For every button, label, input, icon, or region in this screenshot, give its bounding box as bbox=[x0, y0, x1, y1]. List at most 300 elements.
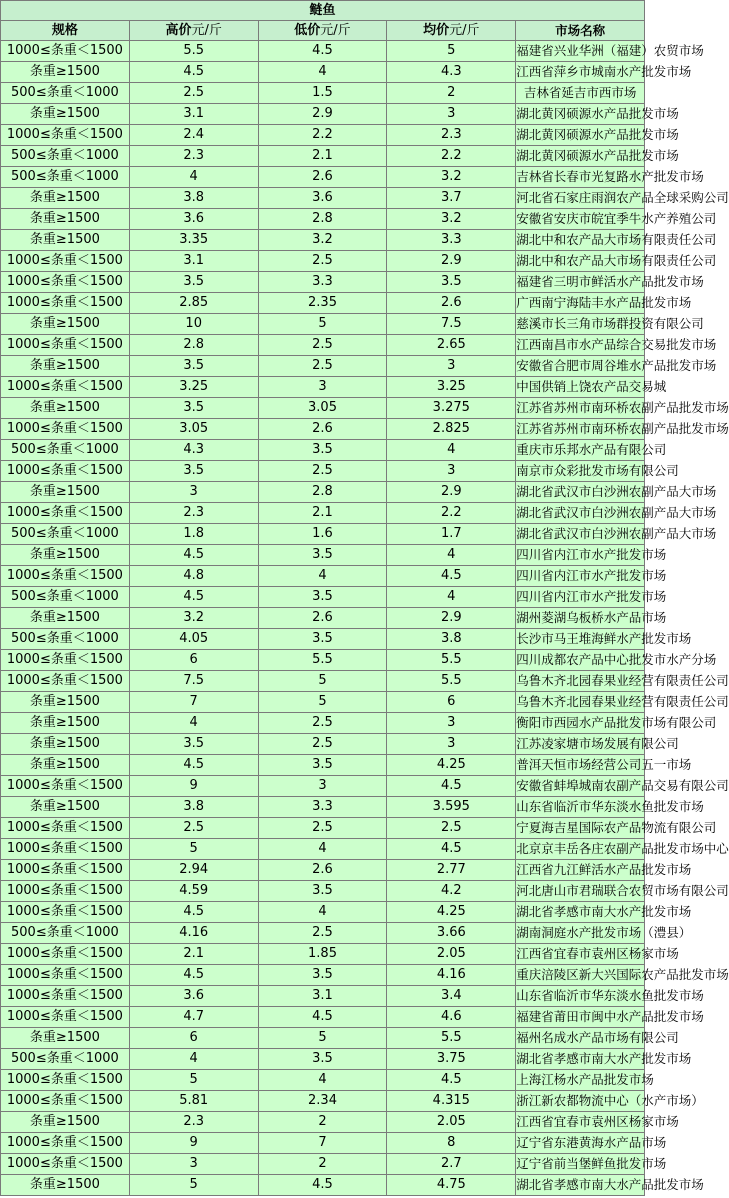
cell-spec: 500≤条重＜1000 bbox=[1, 146, 130, 167]
cell-low-price: 4.5 bbox=[258, 41, 387, 62]
cell-spec: 1000≤条重＜1500 bbox=[1, 986, 130, 1007]
table-row bbox=[1, 1112, 645, 1133]
cell-spec: 1000≤条重＜1500 bbox=[1, 1091, 130, 1112]
cell-market: 湖北省武汉市白沙洲农副产品大市场 bbox=[516, 524, 645, 545]
table-row bbox=[1, 188, 645, 209]
cell-high-price: 3.5 bbox=[129, 272, 258, 293]
cell-market: 湖北中和农产品大市场有限责任公司 bbox=[516, 230, 645, 251]
cell-high-price: 5 bbox=[129, 839, 258, 860]
table-row bbox=[1, 776, 645, 797]
cell-spec: 500≤条重＜1000 bbox=[1, 1049, 130, 1070]
cell-high-price: 2.4 bbox=[129, 125, 258, 146]
cell-high-price: 7 bbox=[129, 692, 258, 713]
cell-spec: 1000≤条重＜1500 bbox=[1, 293, 130, 314]
cell-low-price: 3.1 bbox=[258, 986, 387, 1007]
cell-avg-price: 2.3 bbox=[387, 125, 516, 146]
cell-low-price: 3.6 bbox=[258, 188, 387, 209]
header-low bbox=[258, 21, 387, 41]
cell-market: 广西南宁海陆丰水产品批发市场 bbox=[516, 293, 645, 314]
cell-avg-price: 2.5 bbox=[387, 818, 516, 839]
cell-high-price: 10 bbox=[129, 314, 258, 335]
cell-avg-price: 2.9 bbox=[387, 251, 516, 272]
cell-low-price: 2.8 bbox=[258, 482, 387, 503]
cell-market: 衡阳市西园水产品批发市场有限公司 bbox=[516, 713, 645, 734]
cell-high-price: 3 bbox=[129, 1154, 258, 1175]
header-high bbox=[129, 21, 258, 41]
cell-high-price: 1.8 bbox=[129, 524, 258, 545]
cell-low-price: 1.6 bbox=[258, 524, 387, 545]
table-row bbox=[1, 1049, 645, 1070]
cell-market: 乌鲁木齐北园春果业经营有限责任公司 bbox=[516, 671, 645, 692]
cell-high-price: 3.1 bbox=[129, 104, 258, 125]
cell-avg-price: 3 bbox=[387, 461, 516, 482]
cell-spec: 500≤条重＜1000 bbox=[1, 167, 130, 188]
cell-spec: 500≤条重＜1000 bbox=[1, 83, 130, 104]
header-low-label: 低价 bbox=[294, 23, 321, 38]
cell-market: 四川成都农产品中心批发市水产分场 bbox=[516, 650, 645, 671]
cell-market: 湖北黄冈硕源水产品批发市场 bbox=[516, 104, 645, 125]
table-row bbox=[1, 524, 645, 545]
cell-low-price: 4 bbox=[258, 839, 387, 860]
header-avg-unit: 元/斤 bbox=[449, 23, 480, 38]
table-row bbox=[1, 314, 645, 335]
cell-avg-price: 2.05 bbox=[387, 944, 516, 965]
cell-high-price: 3.05 bbox=[129, 419, 258, 440]
cell-high-price: 3.8 bbox=[129, 188, 258, 209]
cell-low-price: 4.5 bbox=[258, 1175, 387, 1196]
cell-avg-price: 5 bbox=[387, 41, 516, 62]
cell-low-price: 7 bbox=[258, 1133, 387, 1154]
cell-high-price: 4.5 bbox=[129, 587, 258, 608]
cell-spec: 1000≤条重＜1500 bbox=[1, 1007, 130, 1028]
cell-low-price: 2.6 bbox=[258, 860, 387, 881]
cell-low-price: 3.2 bbox=[258, 230, 387, 251]
cell-market: 四川省内江市水产批发市场 bbox=[516, 587, 645, 608]
table-row bbox=[1, 251, 645, 272]
table-row bbox=[1, 818, 645, 839]
cell-market: 南京市众彩批发市场有限公司 bbox=[516, 461, 645, 482]
cell-avg-price: 5.5 bbox=[387, 650, 516, 671]
table-row bbox=[1, 1007, 645, 1028]
cell-market: 江西南昌市水产品综合交易批发市场 bbox=[516, 335, 645, 356]
cell-high-price: 4.5 bbox=[129, 545, 258, 566]
cell-high-price: 4 bbox=[129, 167, 258, 188]
cell-market: 四川省内江市水产批发市场 bbox=[516, 566, 645, 587]
cell-market: 湖北省武汉市白沙洲农副产品大市场 bbox=[516, 503, 645, 524]
cell-avg-price: 3.25 bbox=[387, 377, 516, 398]
cell-high-price: 3.5 bbox=[129, 398, 258, 419]
table-row bbox=[1, 545, 645, 566]
cell-low-price: 2.35 bbox=[258, 293, 387, 314]
cell-low-price: 3.5 bbox=[258, 440, 387, 461]
cell-low-price: 2.1 bbox=[258, 146, 387, 167]
table-row bbox=[1, 692, 645, 713]
cell-spec: 1000≤条重＜1500 bbox=[1, 335, 130, 356]
cell-low-price: 4 bbox=[258, 1070, 387, 1091]
table-row bbox=[1, 902, 645, 923]
cell-low-price: 2.1 bbox=[258, 503, 387, 524]
cell-low-price: 2.8 bbox=[258, 209, 387, 230]
cell-market: 福建省兴业华洲（福建）农贸市场 bbox=[516, 41, 645, 62]
cell-market: 长沙市马王堆海鲜水产批发市场 bbox=[516, 629, 645, 650]
cell-spec: 条重≥1500 bbox=[1, 713, 130, 734]
header-market: 市场名称 bbox=[516, 21, 645, 41]
table-row bbox=[1, 944, 645, 965]
cell-avg-price: 3.275 bbox=[387, 398, 516, 419]
header-avg bbox=[387, 21, 516, 41]
cell-high-price: 4 bbox=[129, 1049, 258, 1070]
cell-high-price: 3.5 bbox=[129, 461, 258, 482]
cell-avg-price: 6 bbox=[387, 692, 516, 713]
cell-high-price: 6 bbox=[129, 650, 258, 671]
cell-avg-price: 4.2 bbox=[387, 881, 516, 902]
cell-avg-price: 4.3 bbox=[387, 62, 516, 83]
cell-market: 四川省内江市水产批发市场 bbox=[516, 545, 645, 566]
cell-spec: 1000≤条重＜1500 bbox=[1, 1133, 130, 1154]
cell-avg-price: 3.8 bbox=[387, 629, 516, 650]
cell-spec: 1000≤条重＜1500 bbox=[1, 818, 130, 839]
cell-spec: 条重≥1500 bbox=[1, 398, 130, 419]
cell-avg-price: 4.5 bbox=[387, 1070, 516, 1091]
cell-avg-price: 2.2 bbox=[387, 503, 516, 524]
cell-market: 乌鲁木齐北园春果业经营有限责任公司 bbox=[516, 692, 645, 713]
table-row bbox=[1, 377, 645, 398]
cell-avg-price: 4 bbox=[387, 440, 516, 461]
cell-market: 河北唐山市君瑞联合农贸市场有限公司 bbox=[516, 881, 645, 902]
cell-high-price: 3.6 bbox=[129, 209, 258, 230]
cell-high-price: 2.3 bbox=[129, 146, 258, 167]
cell-high-price: 9 bbox=[129, 776, 258, 797]
cell-low-price: 2.2 bbox=[258, 125, 387, 146]
cell-low-price: 4 bbox=[258, 566, 387, 587]
cell-spec: 500≤条重＜1000 bbox=[1, 923, 130, 944]
cell-market: 上海江杨水产品批发市场 bbox=[516, 1070, 645, 1091]
table-row bbox=[1, 398, 645, 419]
cell-market: 湖州菱湖乌板桥水产品市场 bbox=[516, 608, 645, 629]
cell-market: 吉林省延吉市西市场 bbox=[516, 83, 645, 104]
cell-low-price: 2.5 bbox=[258, 356, 387, 377]
cell-high-price: 3.1 bbox=[129, 251, 258, 272]
table-row bbox=[1, 335, 645, 356]
cell-spec: 1000≤条重＜1500 bbox=[1, 1070, 130, 1091]
table-row bbox=[1, 608, 645, 629]
cell-market: 宁夏海吉星国际农产品物流有限公司 bbox=[516, 818, 645, 839]
table-row bbox=[1, 272, 645, 293]
cell-market: 安徽省合肥市周谷堆水产品批发市场 bbox=[516, 356, 645, 377]
table-row bbox=[1, 734, 645, 755]
cell-high-price: 3.25 bbox=[129, 377, 258, 398]
table-row bbox=[1, 965, 645, 986]
cell-spec: 条重≥1500 bbox=[1, 230, 130, 251]
cell-spec: 1000≤条重＜1500 bbox=[1, 41, 130, 62]
cell-avg-price: 2.9 bbox=[387, 482, 516, 503]
cell-spec: 1000≤条重＜1500 bbox=[1, 902, 130, 923]
cell-low-price: 5 bbox=[258, 692, 387, 713]
table-row bbox=[1, 440, 645, 461]
cell-high-price: 2.3 bbox=[129, 503, 258, 524]
cell-high-price: 3.35 bbox=[129, 230, 258, 251]
cell-avg-price: 3 bbox=[387, 104, 516, 125]
cell-low-price: 5 bbox=[258, 314, 387, 335]
cell-high-price: 2.5 bbox=[129, 83, 258, 104]
table-row bbox=[1, 881, 645, 902]
cell-low-price: 3.3 bbox=[258, 272, 387, 293]
cell-high-price: 5 bbox=[129, 1070, 258, 1091]
cell-market: 江苏省苏州市南环桥农副产品批发市场 bbox=[516, 398, 645, 419]
cell-avg-price: 5.5 bbox=[387, 671, 516, 692]
cell-low-price: 3.5 bbox=[258, 545, 387, 566]
cell-market: 江西省萍乡市城南水产批发市场 bbox=[516, 62, 645, 83]
cell-spec: 条重≥1500 bbox=[1, 188, 130, 209]
cell-high-price: 5.81 bbox=[129, 1091, 258, 1112]
cell-spec: 条重≥1500 bbox=[1, 755, 130, 776]
table-row bbox=[1, 671, 645, 692]
cell-avg-price: 7.5 bbox=[387, 314, 516, 335]
table-row bbox=[1, 293, 645, 314]
cell-avg-price: 3.595 bbox=[387, 797, 516, 818]
table-row bbox=[1, 860, 645, 881]
cell-high-price: 4.5 bbox=[129, 62, 258, 83]
cell-spec: 条重≥1500 bbox=[1, 545, 130, 566]
cell-spec: 500≤条重＜1000 bbox=[1, 440, 130, 461]
cell-avg-price: 3 bbox=[387, 356, 516, 377]
cell-high-price: 4 bbox=[129, 713, 258, 734]
cell-avg-price: 3.3 bbox=[387, 230, 516, 251]
cell-avg-price: 1.7 bbox=[387, 524, 516, 545]
table-row bbox=[1, 923, 645, 944]
cell-avg-price: 3.5 bbox=[387, 272, 516, 293]
table-row bbox=[1, 986, 645, 1007]
cell-avg-price: 2.05 bbox=[387, 1112, 516, 1133]
cell-low-price: 4 bbox=[258, 902, 387, 923]
cell-avg-price: 2.9 bbox=[387, 608, 516, 629]
cell-avg-price: 4.5 bbox=[387, 566, 516, 587]
cell-low-price: 2.5 bbox=[258, 734, 387, 755]
header-high-unit: 元/斤 bbox=[191, 23, 222, 38]
cell-low-price: 3.5 bbox=[258, 755, 387, 776]
cell-market: 辽宁省东港黄海水产品市场 bbox=[516, 1133, 645, 1154]
cell-market: 江西省宜春市袁州区杨家市场 bbox=[516, 944, 645, 965]
cell-spec: 500≤条重＜1000 bbox=[1, 629, 130, 650]
cell-low-price: 2.6 bbox=[258, 419, 387, 440]
cell-spec: 条重≥1500 bbox=[1, 62, 130, 83]
cell-low-price: 3 bbox=[258, 776, 387, 797]
cell-high-price: 2.94 bbox=[129, 860, 258, 881]
cell-spec: 1000≤条重＜1500 bbox=[1, 377, 130, 398]
cell-low-price: 2 bbox=[258, 1154, 387, 1175]
cell-market: 河北省石家庄雨润农产品全球采购公司 bbox=[516, 188, 645, 209]
cell-low-price: 2.5 bbox=[258, 335, 387, 356]
cell-market: 湖北中和农产品大市场有限责任公司 bbox=[516, 251, 645, 272]
cell-market: 中国供销上饶农产品交易城 bbox=[516, 377, 645, 398]
cell-spec: 条重≥1500 bbox=[1, 692, 130, 713]
cell-market: 安徽省安庆市皖宜季牛水产养殖公司 bbox=[516, 209, 645, 230]
table-row bbox=[1, 1133, 645, 1154]
cell-low-price: 2.6 bbox=[258, 167, 387, 188]
cell-spec: 1000≤条重＜1500 bbox=[1, 860, 130, 881]
cell-market: 浙江新农都物流中心（水产市场） bbox=[516, 1091, 645, 1112]
cell-high-price: 7.5 bbox=[129, 671, 258, 692]
table-row bbox=[1, 629, 645, 650]
cell-low-price: 1.85 bbox=[258, 944, 387, 965]
cell-avg-price: 4 bbox=[387, 545, 516, 566]
cell-market: 江苏凌家塘市场发展有限公司 bbox=[516, 734, 645, 755]
cell-avg-price: 3.66 bbox=[387, 923, 516, 944]
cell-high-price: 2.8 bbox=[129, 335, 258, 356]
table-row bbox=[1, 230, 645, 251]
cell-spec: 条重≥1500 bbox=[1, 482, 130, 503]
cell-market: 福建省三明市鲜活水产品批发市场 bbox=[516, 272, 645, 293]
cell-avg-price: 4.5 bbox=[387, 776, 516, 797]
cell-avg-price: 3.2 bbox=[387, 167, 516, 188]
cell-low-price: 4 bbox=[258, 62, 387, 83]
cell-spec: 1000≤条重＜1500 bbox=[1, 881, 130, 902]
cell-market: 山东省临沂市华东淡水鱼批发市场 bbox=[516, 986, 645, 1007]
table-row bbox=[1, 755, 645, 776]
header-row bbox=[1, 21, 645, 41]
table-row bbox=[1, 104, 645, 125]
cell-low-price: 3.05 bbox=[258, 398, 387, 419]
table-row bbox=[1, 1028, 645, 1049]
cell-avg-price: 4.5 bbox=[387, 839, 516, 860]
cell-high-price: 3.6 bbox=[129, 986, 258, 1007]
table-row bbox=[1, 356, 645, 377]
cell-high-price: 4.5 bbox=[129, 755, 258, 776]
cell-high-price: 4.59 bbox=[129, 881, 258, 902]
cell-market: 湖北省孝感市南大水产批发市场 bbox=[516, 902, 645, 923]
cell-low-price: 3.5 bbox=[258, 1049, 387, 1070]
cell-avg-price: 4.16 bbox=[387, 965, 516, 986]
cell-low-price: 3.5 bbox=[258, 629, 387, 650]
header-high-label: 高价 bbox=[165, 23, 192, 38]
cell-low-price: 2.34 bbox=[258, 1091, 387, 1112]
cell-market: 辽宁省前当堡鲜鱼批发市场 bbox=[516, 1154, 645, 1175]
cell-high-price: 4.5 bbox=[129, 965, 258, 986]
cell-high-price: 3.8 bbox=[129, 797, 258, 818]
cell-high-price: 2.85 bbox=[129, 293, 258, 314]
cell-avg-price: 3.7 bbox=[387, 188, 516, 209]
table-row bbox=[1, 419, 645, 440]
table-row bbox=[1, 461, 645, 482]
cell-spec: 条重≥1500 bbox=[1, 356, 130, 377]
cell-avg-price: 4.6 bbox=[387, 1007, 516, 1028]
cell-low-price: 1.5 bbox=[258, 83, 387, 104]
cell-low-price: 3.5 bbox=[258, 965, 387, 986]
table-row bbox=[1, 482, 645, 503]
cell-avg-price: 4.25 bbox=[387, 902, 516, 923]
cell-avg-price: 5.5 bbox=[387, 1028, 516, 1049]
cell-market: 湖北省武汉市白沙洲农副产品大市场 bbox=[516, 482, 645, 503]
cell-spec: 条重≥1500 bbox=[1, 1175, 130, 1196]
cell-spec: 条重≥1500 bbox=[1, 1028, 130, 1049]
cell-market: 北京京丰岳各庄农副产品批发市场中心 bbox=[516, 839, 645, 860]
cell-avg-price: 3.4 bbox=[387, 986, 516, 1007]
cell-high-price: 2.1 bbox=[129, 944, 258, 965]
table-row bbox=[1, 503, 645, 524]
cell-market: 重庆市乐邦水产品有限公司 bbox=[516, 440, 645, 461]
table-row bbox=[1, 839, 645, 860]
cell-high-price: 2.3 bbox=[129, 1112, 258, 1133]
cell-avg-price: 4.25 bbox=[387, 755, 516, 776]
cell-high-price: 5 bbox=[129, 1175, 258, 1196]
cell-low-price: 3.5 bbox=[258, 881, 387, 902]
cell-spec: 1000≤条重＜1500 bbox=[1, 965, 130, 986]
cell-high-price: 5.5 bbox=[129, 41, 258, 62]
cell-low-price: 5.5 bbox=[258, 650, 387, 671]
cell-spec: 条重≥1500 bbox=[1, 104, 130, 125]
table-title: 鲢鱼 bbox=[1, 1, 645, 21]
cell-spec: 1000≤条重＜1500 bbox=[1, 1154, 130, 1175]
cell-spec: 500≤条重＜1000 bbox=[1, 524, 130, 545]
cell-low-price: 2.5 bbox=[258, 818, 387, 839]
cell-avg-price: 4.75 bbox=[387, 1175, 516, 1196]
header-low-unit: 元/斤 bbox=[320, 23, 351, 38]
table-row bbox=[1, 713, 645, 734]
cell-avg-price: 3 bbox=[387, 734, 516, 755]
table-row bbox=[1, 62, 645, 83]
cell-spec: 1000≤条重＜1500 bbox=[1, 461, 130, 482]
cell-spec: 条重≥1500 bbox=[1, 797, 130, 818]
cell-market: 山东省临沂市华东淡水鱼批发市场 bbox=[516, 797, 645, 818]
cell-spec: 1000≤条重＜1500 bbox=[1, 566, 130, 587]
cell-spec: 1000≤条重＜1500 bbox=[1, 839, 130, 860]
cell-low-price: 2.9 bbox=[258, 104, 387, 125]
cell-spec: 条重≥1500 bbox=[1, 209, 130, 230]
cell-low-price: 2.5 bbox=[258, 251, 387, 272]
cell-avg-price: 8 bbox=[387, 1133, 516, 1154]
cell-high-price: 4.5 bbox=[129, 902, 258, 923]
cell-market: 湖北省孝感市南大水产品批发市场 bbox=[516, 1175, 645, 1196]
cell-spec: 1000≤条重＜1500 bbox=[1, 776, 130, 797]
cell-market: 吉林省长春市光复路水产批发市场 bbox=[516, 167, 645, 188]
cell-market: 慈溪市长三角市场群投资有限公司 bbox=[516, 314, 645, 335]
cell-spec: 条重≥1500 bbox=[1, 314, 130, 335]
cell-low-price: 2 bbox=[258, 1112, 387, 1133]
cell-high-price: 4.3 bbox=[129, 440, 258, 461]
cell-avg-price: 3.2 bbox=[387, 209, 516, 230]
cell-spec: 1000≤条重＜1500 bbox=[1, 650, 130, 671]
cell-market: 福州名成水产品市场有限公司 bbox=[516, 1028, 645, 1049]
cell-market: 江西省九江鲜活水产品批发市场 bbox=[516, 860, 645, 881]
cell-market: 安徽省蚌埠城南农副产品交易有限公司 bbox=[516, 776, 645, 797]
table-row bbox=[1, 566, 645, 587]
cell-high-price: 4.16 bbox=[129, 923, 258, 944]
cell-avg-price: 2.6 bbox=[387, 293, 516, 314]
cell-market: 湖北黄冈硕源水产品批发市场 bbox=[516, 125, 645, 146]
cell-low-price: 3 bbox=[258, 377, 387, 398]
table-row bbox=[1, 1154, 645, 1175]
cell-high-price: 2.5 bbox=[129, 818, 258, 839]
cell-market: 湖北省孝感市南大水产批发市场 bbox=[516, 1049, 645, 1070]
cell-spec: 1000≤条重＜1500 bbox=[1, 125, 130, 146]
table-row bbox=[1, 797, 645, 818]
cell-spec: 条重≥1500 bbox=[1, 608, 130, 629]
cell-high-price: 3.5 bbox=[129, 734, 258, 755]
cell-spec: 1000≤条重＜1500 bbox=[1, 503, 130, 524]
cell-avg-price: 4.315 bbox=[387, 1091, 516, 1112]
header-spec: 规格 bbox=[1, 21, 130, 41]
cell-avg-price: 3 bbox=[387, 713, 516, 734]
cell-low-price: 4.5 bbox=[258, 1007, 387, 1028]
cell-avg-price: 2.7 bbox=[387, 1154, 516, 1175]
table-row bbox=[1, 650, 645, 671]
cell-avg-price: 2.77 bbox=[387, 860, 516, 881]
cell-high-price: 4.8 bbox=[129, 566, 258, 587]
cell-market: 江西省宜春市袁州区杨家市场 bbox=[516, 1112, 645, 1133]
cell-low-price: 2.5 bbox=[258, 461, 387, 482]
cell-high-price: 3.5 bbox=[129, 356, 258, 377]
cell-low-price: 2.6 bbox=[258, 608, 387, 629]
